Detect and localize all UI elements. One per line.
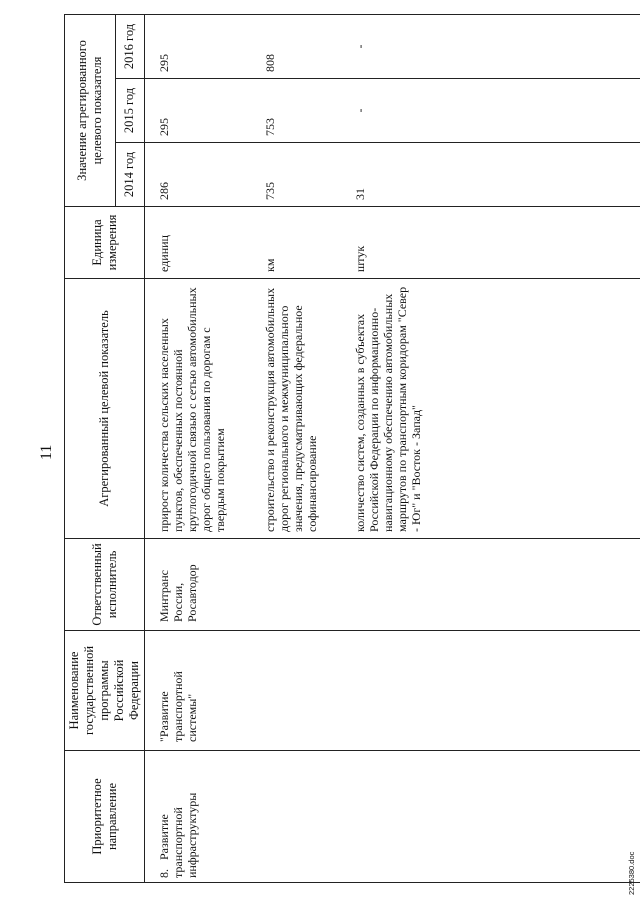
header-direction: Приоритетное направление <box>65 751 145 883</box>
value-text: 286 <box>157 182 171 200</box>
unit-cell <box>145 207 640 279</box>
row-number: 8. <box>157 869 171 878</box>
header-year: 2016 год <box>115 14 144 78</box>
value-2015-cell <box>145 79 640 143</box>
value-2014-cell <box>145 143 640 207</box>
header-executor: Ответственный исполнитель <box>65 539 145 631</box>
indicator-cell <box>145 279 640 539</box>
value-text: 31 <box>353 188 367 200</box>
value-text: 808 <box>263 54 277 72</box>
indicator-text: прирост количества сельских населенных пунктов, обеспеченных постоянной круглогодичной связью с сетью автомобильных дорог общего пользования по дорогам с твердым покрытием <box>157 287 227 532</box>
program-text: "Развитие транспортной системы" <box>157 671 199 742</box>
indicator-text: строительство и реконструкция автомобильных дорог регионального и межмуниципального значения, предусматривающих федеральное софинансирование <box>263 287 319 532</box>
indicator-table <box>64 14 640 883</box>
direction-cell <box>145 751 640 883</box>
executor-text: Минтранс России, Росавтодор <box>157 564 199 622</box>
unit-text: км <box>263 258 277 272</box>
unit-text: штук <box>353 245 367 272</box>
value-text: 753 <box>263 118 277 136</box>
header-year: 2014 год <box>115 143 144 207</box>
header-value-group: Значение агрегированного целевого показателя <box>65 14 116 206</box>
header-row <box>65 14 116 882</box>
header-unit: Единица измерения <box>65 207 145 279</box>
value-text: - <box>353 108 367 113</box>
program-cell <box>145 631 640 751</box>
indicator-text: количество систем, созданных в субъектах Российской Федерации по информационно-навигационному обеспечению автомобильных маршрутов по транспортным коридорам "Север - Юг" и "Восток - Запад" <box>353 286 423 532</box>
value-text: 295 <box>157 118 171 136</box>
executor-cell <box>145 539 640 631</box>
header-program: Наименование государственной программы Российской Федерации <box>65 631 145 751</box>
value-text: - <box>353 44 367 49</box>
direction-text: Развитие транспортной инфраструктуры <box>157 792 199 878</box>
value-text: 735 <box>263 182 277 200</box>
footer-code: 2225380.doc <box>627 851 636 895</box>
header-indicator: Агрегированный целевой показатель <box>65 279 145 539</box>
value-2016-cell <box>145 14 640 78</box>
unit-text: единиц <box>157 235 171 272</box>
page-number: 11 <box>38 444 55 460</box>
value-text: 295 <box>157 54 171 72</box>
header-year: 2015 год <box>115 79 144 143</box>
table-row <box>145 14 640 882</box>
